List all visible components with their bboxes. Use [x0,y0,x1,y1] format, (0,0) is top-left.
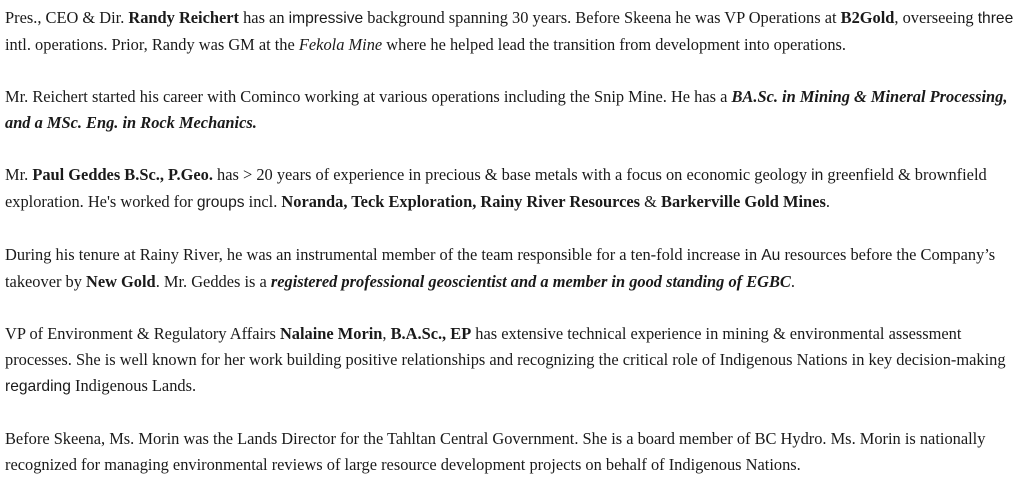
text-run: groups [196,194,245,211]
text-run: During his tenure at Rainy River, he was an instrumental member of the team responsible for a ten-fold increase in [5,245,762,264]
company-name-new-gold: New Gold [86,272,156,291]
paragraph-paul-geddes-bio [5,162,1018,216]
text-run: & [640,192,662,211]
text-run: Before Skeena, Ms. Morin was the Lands Director for the Tahltan Central Government. She is a board member of BC Hydro. Ms. Morin is nationally recognized for managing environmental reviews of large resource development projects on behalf of Indigenous Nations. [5,429,986,474]
text-run: Indigenous Lands. [70,376,197,395]
text-run: impressive [288,10,364,27]
text-run: resources before the Company’s takeover by [5,245,996,291]
text-run: . [790,272,795,291]
text-run: in [811,167,824,184]
professional-credentials: registered professional geoscientist and a member in good standing of EGBC [270,272,791,291]
text-run: , overseeing [894,8,978,27]
text-run: Pres., CEO & Dir. [5,8,129,27]
text-run: Au [761,247,781,264]
text-run: three [977,10,1014,27]
person-name-nalaine-morin: Nalaine Morin [279,324,383,343]
text-run: has > 20 years of experience in precious & base metals with a focus on economic geology [212,165,812,184]
text-run: has extensive technical experience in mining & environmental assessment processes. She is well known for her work building positive relationships and recognizing the critical role of Indigenous Nations in key decision-making [5,324,1006,369]
company-name-b2gold: B2Gold [840,8,895,27]
text-run: Mr. [5,165,33,184]
paragraph-geddes-tenure [5,242,1018,295]
paragraph-reichert-career [5,84,1018,136]
paragraph-randy-reichert-bio [5,5,1018,58]
company-names: Noranda, Teck Exploration, Rainy River Resources [281,192,641,211]
paragraph-nalaine-morin-bio [5,321,1018,400]
text-run: . [825,192,830,211]
person-name-paul-geddes: Paul Geddes B.Sc., P.Geo. [32,165,213,184]
mine-name-fekola: Fekola Mine [298,35,383,54]
paragraph-morin-background [5,426,1018,478]
text-run: VP of Environment & Regulatory Affairs [5,324,280,343]
text-run: greenfield & brownfield exploration. He's worked for [5,165,987,211]
degree-credentials: BA.Sc. in Mining & Mineral Processing, and a MSc. Eng. in Rock Mechanics. [5,87,1008,132]
text-run: has an [239,8,289,27]
text-run: intl. operations. Prior, Randy was GM at the [5,35,299,54]
text-run: Mr. Reichert started his career with Cominco working at various operations including the Snip Mine. He has a [5,87,732,106]
text-run: background spanning 30 years. Before Skeena he was VP Operations at [363,8,841,27]
text-run: , [382,324,391,343]
text-run: regarding [5,378,71,395]
text-run: incl. [244,192,282,211]
company-name-barkerville: Barkerville Gold Mines [661,192,826,211]
text-run: where he helped lead the transition from development into operations. [382,35,846,54]
person-name-randy-reichert: Randy Reichert [128,8,240,27]
text-run: . Mr. Geddes is a [155,272,271,291]
degree-credentials: B.A.Sc., EP [390,324,472,343]
